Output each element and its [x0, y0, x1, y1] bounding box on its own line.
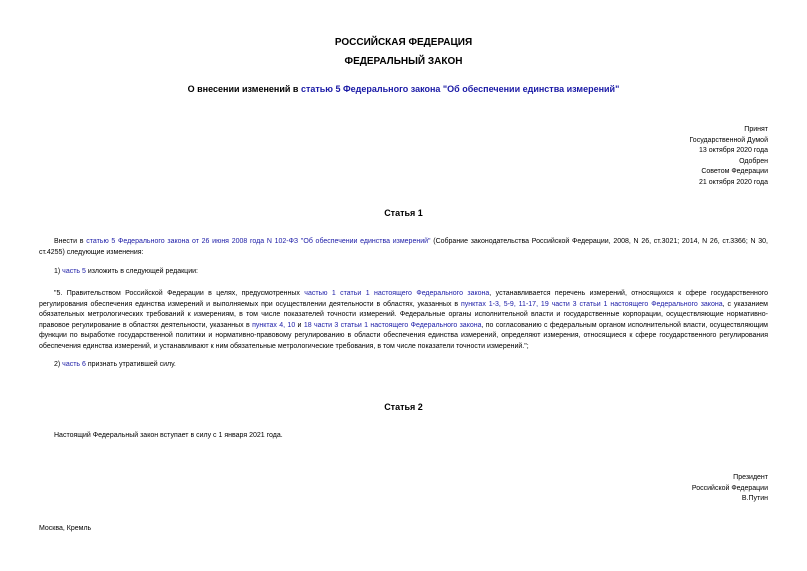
article1-quote — [39, 289, 768, 353]
signature-block — [692, 473, 768, 505]
signature-line: Президент — [733, 474, 768, 481]
points-4-10-link[interactable]: пунктах 4, 10 — [252, 321, 296, 329]
article1-heading: Статья 1 — [384, 208, 423, 218]
adoption-line: Государственной Думой — [689, 136, 768, 144]
item-text: изложить в следующей редакции: — [85, 268, 198, 275]
adoption-line: 13 октября 2020 года — [699, 147, 768, 155]
law-title — [0, 84, 807, 94]
adoption-line: Советом Федерации — [701, 168, 768, 176]
article1-intro — [39, 237, 768, 258]
adoption-line: Принят — [744, 126, 768, 133]
article1-item2 — [39, 360, 768, 371]
article1-intro-suffix: (Собрание законодательства Российской Федерации, 2008, N 26, ст.3021; 2014, N 26, ст.3366; N 30, ст.4255) следующие изменения: — [39, 238, 768, 256]
quote-text: и — [295, 321, 304, 329]
part6-link[interactable]: часть 6 — [62, 361, 86, 368]
law-type-heading: ФЕДЕРАЛЬНЫЙ ЗАКОН — [344, 56, 463, 67]
quote-text: , с указанием обязательных метрологических требований к измерениям, в том числе показателей точности измерений. Федеральные органы исполнительной власти и государственные корпорации, осуществляющие нормативно-правовое регулирование в областях деятельности, указанных в — [39, 300, 768, 329]
signature-line: В.Путин — [741, 495, 768, 503]
signing-place: Москва, Кремль — [39, 525, 92, 532]
country-heading: РОССИЙСКАЯ ФЕДЕРАЦИЯ — [334, 37, 473, 48]
adoption-block — [689, 125, 768, 189]
adoption-line: 21 октября 2020 года — [699, 178, 768, 186]
article2-heading: Статья 2 — [384, 402, 423, 412]
article1-item1 — [39, 267, 768, 278]
point-18-link[interactable]: 18 части 3 статьи 1 настоящего Федерального закона — [303, 321, 482, 329]
law-title-prefix: О внесении изменений в — [187, 84, 301, 94]
part1-article1-link[interactable]: частью 1 статьи 1 настоящего Федерального закона — [304, 290, 490, 297]
quote-text: "5. Правительством Российской Федерации в целях, предусмотренных — [54, 290, 305, 297]
law-title-link[interactable]: статью 5 Федерального закона "Об обеспечении единства измерений" — [300, 84, 620, 94]
item-number: 2) — [54, 361, 63, 368]
points-1-19-link[interactable]: пунктах 1-3, 5-9, 11-17, 19 части 3 статьи 1 настоящего Федерального закона — [461, 300, 723, 308]
item-text: признать утратившей силу. — [85, 361, 176, 368]
adoption-line: Одобрен — [739, 157, 768, 165]
article1-intro-prefix: Внести в — [54, 238, 87, 245]
quote-text: , по согласованию с федеральным органом исполнительной власти, осуществляющим функции по выработке государственной политики и нормативно-правовому регулированию в области обеспечения единства измерений, определяют измерения, относящиеся к сфере государственного регулирования обеспечения единства измерений, и устанавливают к ним обязательные метрологические требования, в том числе показатели точности измерений."; — [39, 321, 768, 350]
quote-text: , устанавливается перечень измерений, относящихся к сфере государственного регулирования обеспечения единства измерений и выполняемых при осуществлении деятельности в областях, указанных в — [39, 290, 769, 308]
signature-line: Российской Федерации — [691, 484, 768, 492]
item-number: 1) — [54, 268, 63, 275]
article2-text: Настоящий Федеральный закон вступает в силу с 1 января 2021 года. — [54, 432, 283, 439]
part5-link[interactable]: часть 5 — [62, 268, 86, 275]
amended-law-link[interactable]: статью 5 Федерального закона от 26 июня 2008 года N 102-ФЗ "Об обеспечении единства измерений" — [86, 238, 431, 245]
